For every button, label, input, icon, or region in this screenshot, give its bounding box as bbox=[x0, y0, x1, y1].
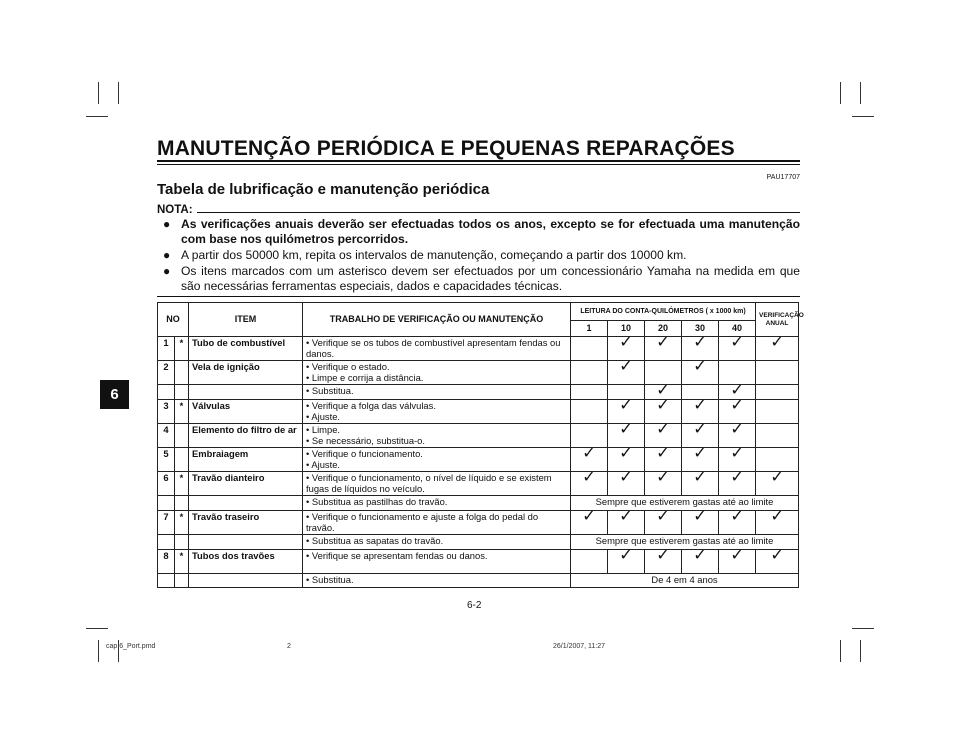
row-interval: De 4 em 4 anos bbox=[571, 574, 799, 588]
check-icon: ✓ bbox=[770, 334, 784, 351]
nota-bullets bbox=[163, 217, 800, 295]
check-icon: ✓ bbox=[730, 508, 744, 525]
check-icon: ✓ bbox=[693, 469, 707, 486]
row-interval: Sempre que estiverem gastas até ao limite bbox=[571, 535, 799, 550]
table-row bbox=[158, 424, 799, 448]
row-item: Tubos dos travões bbox=[189, 550, 303, 574]
header-annual: VERIFICAÇÃO ANUAL bbox=[756, 303, 799, 337]
header-work: TRABALHO DE VERIFICAÇÃO OU MANUTENÇÃO bbox=[303, 303, 571, 337]
check-cell bbox=[682, 469, 719, 496]
check-cell bbox=[756, 400, 799, 424]
nota-end-rule bbox=[157, 296, 800, 297]
check-cell bbox=[756, 385, 799, 400]
check-icon: ✓ bbox=[619, 358, 633, 375]
check-icon: ✓ bbox=[619, 397, 633, 414]
check-cell bbox=[645, 445, 682, 472]
check-icon: ✓ bbox=[730, 469, 744, 486]
row-asterisk bbox=[175, 361, 189, 385]
check-icon: ✓ bbox=[619, 469, 633, 486]
maintenance-table bbox=[157, 302, 804, 588]
table-row bbox=[158, 361, 799, 385]
row-asterisk bbox=[175, 535, 189, 550]
table-row bbox=[158, 337, 799, 361]
nota-bullet-text: Os itens marcados com um asterisco devem ser efectuados por um concessionário Yamaha na medida em que são necessárias ferramentas especiais, dados e capacidades técnicas. bbox=[181, 264, 800, 293]
check-icon: ✓ bbox=[619, 547, 633, 564]
row-item bbox=[189, 385, 303, 400]
check-cell bbox=[756, 469, 799, 496]
check-cell bbox=[682, 334, 719, 361]
check-cell bbox=[608, 334, 645, 361]
check-cell bbox=[756, 361, 799, 385]
check-cell bbox=[756, 448, 799, 472]
row-number: 7 bbox=[158, 511, 175, 535]
check-cell bbox=[719, 547, 756, 574]
crop-mark bbox=[98, 82, 99, 104]
row-asterisk: * bbox=[175, 550, 189, 574]
title-rule bbox=[157, 164, 800, 165]
check-icon: ✓ bbox=[693, 397, 707, 414]
footer-datetime: 26/1/2007, 11:27 bbox=[553, 643, 606, 650]
row-asterisk bbox=[175, 448, 189, 472]
crop-mark bbox=[118, 82, 119, 104]
row-work: • Verifique a folga das válvulas. • Ajuste. bbox=[303, 400, 571, 424]
check-icon: ✓ bbox=[656, 445, 670, 462]
check-cell bbox=[608, 547, 645, 574]
row-asterisk: * bbox=[175, 472, 189, 496]
row-work: • Substitua as sapatas do travão. bbox=[303, 535, 571, 550]
nota-bullet bbox=[163, 248, 800, 263]
header-km: 1 bbox=[571, 321, 608, 337]
check-cell bbox=[645, 334, 682, 361]
check-cell bbox=[571, 508, 608, 535]
crop-mark bbox=[840, 640, 841, 662]
row-number bbox=[158, 535, 175, 550]
check-icon: ✓ bbox=[619, 445, 633, 462]
row-item bbox=[189, 574, 303, 588]
check-icon: ✓ bbox=[730, 445, 744, 462]
check-cell bbox=[682, 547, 719, 574]
check-icon: ✓ bbox=[656, 397, 670, 414]
header-km: 10 bbox=[608, 321, 645, 337]
check-cell bbox=[682, 421, 719, 448]
title-rule bbox=[157, 160, 800, 162]
check-icon: ✓ bbox=[693, 547, 707, 564]
check-cell bbox=[756, 547, 799, 574]
bullet-icon: ● bbox=[163, 217, 171, 231]
table-row bbox=[158, 400, 799, 424]
table-row bbox=[158, 550, 799, 574]
check-cell bbox=[719, 469, 756, 496]
table-row bbox=[158, 511, 799, 535]
page-number: 6-2 bbox=[467, 600, 482, 611]
row-number: 1 bbox=[158, 337, 175, 361]
check-cell bbox=[608, 421, 645, 448]
check-cell bbox=[571, 469, 608, 496]
footer-page: 2 bbox=[287, 643, 291, 650]
check-cell bbox=[682, 358, 719, 385]
crop-mark bbox=[86, 628, 108, 629]
check-cell bbox=[608, 445, 645, 472]
check-icon: ✓ bbox=[656, 547, 670, 564]
row-item: Embraiagem bbox=[189, 448, 303, 472]
check-cell bbox=[682, 508, 719, 535]
row-work: • Substitua as pastilhas do travão. bbox=[303, 496, 571, 511]
check-cell bbox=[719, 397, 756, 424]
crop-mark bbox=[860, 82, 861, 104]
row-number: 8 bbox=[158, 550, 175, 574]
section-code: PAU17707 bbox=[766, 174, 800, 181]
row-item: Vela de ignição bbox=[189, 361, 303, 385]
check-icon: ✓ bbox=[730, 547, 744, 564]
row-item: Travão dianteiro bbox=[189, 472, 303, 496]
header-km: 30 bbox=[682, 321, 719, 337]
row-number: 4 bbox=[158, 424, 175, 448]
crop-mark bbox=[98, 640, 99, 662]
check-icon: ✓ bbox=[656, 334, 670, 351]
check-cell bbox=[682, 445, 719, 472]
table-row bbox=[158, 574, 799, 588]
check-icon: ✓ bbox=[619, 334, 633, 351]
row-work: • Substitua. bbox=[303, 385, 571, 400]
check-icon: ✓ bbox=[656, 508, 670, 525]
row-number bbox=[158, 385, 175, 400]
check-cell bbox=[571, 445, 608, 472]
check-cell bbox=[571, 400, 608, 424]
row-item bbox=[189, 535, 303, 550]
row-number: 6 bbox=[158, 472, 175, 496]
check-cell bbox=[571, 550, 608, 574]
chapter-tab: 6 bbox=[100, 380, 129, 409]
row-asterisk: * bbox=[175, 511, 189, 535]
crop-mark bbox=[86, 116, 108, 117]
nota-rule bbox=[197, 212, 800, 213]
section-subtitle: Tabela de lubrificação e manutenção periódica bbox=[157, 181, 490, 198]
row-item: Travão traseiro bbox=[189, 511, 303, 535]
nota-label: NOTA: bbox=[157, 204, 193, 216]
check-icon: ✓ bbox=[656, 421, 670, 438]
table-row bbox=[158, 448, 799, 472]
row-asterisk: * bbox=[175, 337, 189, 361]
row-item bbox=[189, 496, 303, 511]
check-icon: ✓ bbox=[582, 445, 596, 462]
check-cell bbox=[719, 421, 756, 448]
row-work: • Verifique o funcionamento, o nível de líquido e se existem fugas de líquidos no veículo. bbox=[303, 472, 571, 496]
check-icon: ✓ bbox=[693, 508, 707, 525]
header-item: ITEM bbox=[189, 303, 303, 337]
check-cell bbox=[645, 361, 682, 385]
crop-mark bbox=[852, 116, 874, 117]
check-icon: ✓ bbox=[730, 421, 744, 438]
row-interval: Sempre que estiverem gastas até ao limite bbox=[571, 496, 799, 511]
nota-bullet-text: As verificações anuais deverão ser efectuadas todos os anos, excepto se for efectuada uma manutenção com base nos quilómetros percorridos. bbox=[181, 217, 800, 246]
check-cell bbox=[608, 469, 645, 496]
check-cell bbox=[571, 385, 608, 400]
check-cell bbox=[756, 334, 799, 361]
check-cell bbox=[645, 469, 682, 496]
row-work: • Substitua. bbox=[303, 574, 571, 588]
header-odometer: LEITURA DO CONTA-QUILÓMETROS ( x 1000 km) bbox=[571, 303, 756, 321]
nota-bullet bbox=[163, 217, 800, 247]
check-icon: ✓ bbox=[619, 421, 633, 438]
check-icon: ✓ bbox=[582, 469, 596, 486]
check-cell bbox=[756, 424, 799, 448]
check-icon: ✓ bbox=[693, 334, 707, 351]
check-icon: ✓ bbox=[656, 382, 670, 399]
check-cell bbox=[571, 361, 608, 385]
row-work: • Verifique o funcionamento e ajuste a folga do pedal do travão. bbox=[303, 511, 571, 535]
check-cell bbox=[682, 397, 719, 424]
crop-mark bbox=[852, 628, 874, 629]
check-cell bbox=[719, 361, 756, 385]
row-asterisk: * bbox=[175, 400, 189, 424]
header-km: 40 bbox=[719, 321, 756, 337]
bullet-icon: ● bbox=[163, 248, 171, 262]
row-asterisk bbox=[175, 385, 189, 400]
check-icon: ✓ bbox=[656, 469, 670, 486]
nota-bullet bbox=[163, 264, 800, 294]
check-icon: ✓ bbox=[730, 397, 744, 414]
check-icon: ✓ bbox=[770, 469, 784, 486]
row-item: Válvulas bbox=[189, 400, 303, 424]
check-icon: ✓ bbox=[693, 421, 707, 438]
check-icon: ✓ bbox=[770, 508, 784, 525]
check-icon: ✓ bbox=[582, 508, 596, 525]
check-cell bbox=[571, 337, 608, 361]
nota-bullet-text: A partir dos 50000 km, repita os intervalos de manutenção, começando a partir dos 10000 km. bbox=[181, 248, 687, 262]
check-icon: ✓ bbox=[730, 334, 744, 351]
crop-mark bbox=[860, 640, 861, 662]
row-work: • Verifique o funcionamento. • Ajuste. bbox=[303, 448, 571, 472]
row-asterisk bbox=[175, 496, 189, 511]
check-cell bbox=[608, 508, 645, 535]
check-cell bbox=[756, 508, 799, 535]
check-icon: ✓ bbox=[693, 358, 707, 375]
check-icon: ✓ bbox=[693, 445, 707, 462]
check-cell bbox=[645, 508, 682, 535]
check-icon: ✓ bbox=[730, 382, 744, 399]
bullet-icon: ● bbox=[163, 264, 171, 278]
check-cell bbox=[719, 508, 756, 535]
check-cell bbox=[719, 445, 756, 472]
check-cell bbox=[719, 334, 756, 361]
row-number: 3 bbox=[158, 400, 175, 424]
row-work: • Verifique o estado. • Limpe e corrija a distância. bbox=[303, 361, 571, 385]
row-number bbox=[158, 496, 175, 511]
check-cell bbox=[608, 358, 645, 385]
header-no: NO bbox=[158, 303, 189, 337]
check-cell bbox=[645, 547, 682, 574]
crop-mark bbox=[840, 82, 841, 104]
check-cell bbox=[645, 397, 682, 424]
table-body bbox=[158, 334, 799, 588]
table-row bbox=[158, 472, 799, 496]
header-km: 20 bbox=[645, 321, 682, 337]
check-cell bbox=[608, 397, 645, 424]
page-title: MANUTENÇÃO PERIÓDICA E PEQUENAS REPARAÇÕES bbox=[157, 137, 735, 160]
check-cell bbox=[645, 421, 682, 448]
row-number bbox=[158, 574, 175, 588]
row-number: 2 bbox=[158, 361, 175, 385]
row-item: Elemento do filtro de ar bbox=[189, 424, 303, 448]
row-asterisk bbox=[175, 424, 189, 448]
row-item: Tubo de combustível bbox=[189, 337, 303, 361]
row-number: 5 bbox=[158, 448, 175, 472]
check-icon: ✓ bbox=[770, 547, 784, 564]
row-work: • Verifique se os tubos de combustível apresentam fendas ou danos. bbox=[303, 337, 571, 361]
check-icon: ✓ bbox=[619, 508, 633, 525]
row-asterisk bbox=[175, 574, 189, 588]
row-work: • Verifique se apresentam fendas ou danos. bbox=[303, 550, 571, 574]
check-cell bbox=[571, 424, 608, 448]
row-work: • Limpe. • Se necessário, substitua-o. bbox=[303, 424, 571, 448]
footer-file: cap 6_Port.pmd bbox=[106, 643, 156, 650]
